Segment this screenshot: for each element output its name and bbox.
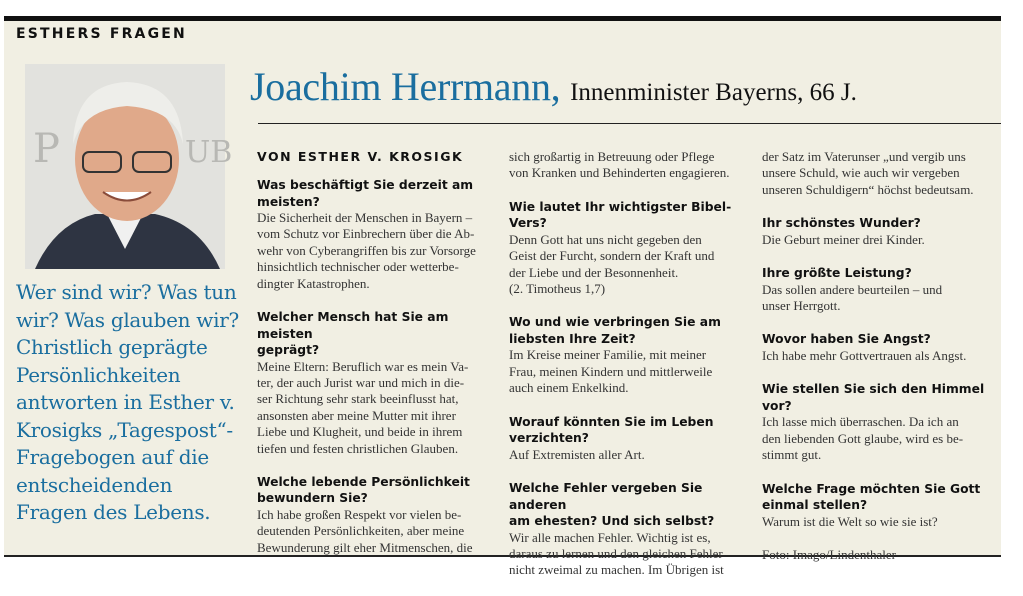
answer-line: Denn Gott hat uns nicht gegeben den — [509, 231, 702, 247]
answer — [509, 347, 753, 396]
byline: VON ESTHER V. KROSIGK — [257, 149, 464, 164]
answer — [509, 232, 753, 298]
text-line: von Kranken und Behinderten engagieren. — [509, 165, 730, 181]
question-line: Worauf könnten Sie im Leben — [509, 414, 714, 429]
answer-line: hinsichtlich technischer oder wetterbe- — [257, 259, 459, 275]
answer-line: tiefen und festen christlichen Glauben. — [257, 440, 459, 456]
answer-line: den liebenden Gott glaube, wird es be- — [762, 430, 964, 446]
answer-line: auch einem Enkelkind. — [509, 380, 629, 396]
interviewee-role: Innenminister Bayerns, 66 J. — [570, 79, 857, 106]
answer-line: deutenden Persönlichkeiten, aber meine — [257, 523, 465, 539]
interviewee-name: Joachim Herrmann, — [250, 64, 561, 109]
answer — [762, 414, 1006, 463]
question-line: einmal stellen? — [762, 498, 868, 513]
answer-line: Auf Extremisten aller Art. — [509, 446, 645, 462]
qa-item — [762, 215, 1006, 248]
answer-line: Die Sicherheit der Menschen in Bayern – — [257, 210, 473, 225]
question-line: Wo und wie verbringen Sie am — [509, 315, 721, 330]
answer — [257, 210, 501, 292]
column-3 — [762, 149, 1006, 563]
answer-line: Im Kreise meiner Familie, mit meiner — [509, 347, 707, 363]
question-line: verzichten? — [509, 431, 589, 446]
answer-line: Wir alle machen Fehler. Wichtig ist es, — [509, 529, 711, 545]
answer-line: ter, der auch Jurist war und mich in die- — [257, 374, 465, 390]
question-line: Wie lautet Ihr wichtigster Bibel-Vers? — [509, 199, 732, 231]
continued-text — [762, 149, 1006, 198]
question-line: Wovor haben Sie Angst? — [762, 332, 931, 347]
answer-line: Warum ist die Welt so wie sie ist? — [762, 513, 938, 529]
qa-item — [257, 309, 501, 457]
answer-line: Bewunderung gilt eher Mitmenschen, die — [257, 539, 473, 555]
column-1 — [257, 149, 501, 573]
answer — [762, 232, 1006, 248]
answer-line: unser Herrgott. — [762, 298, 841, 314]
answer — [509, 447, 753, 463]
answer-line: ansonsten aber meine Mutter mit ihrer — [257, 407, 456, 423]
question-line: Wie stellen Sie sich den Himmel — [762, 382, 985, 397]
intro-text: Wer sind wir? Was tun wir? Was glauben wir? Christlich geprägte Persönlichkeiten antworten in Esther v. Krosigks „Tagespost“-Fragebogen auf die entscheidenden Fragen des Lebens. — [16, 280, 239, 524]
text-line: sich großartig in Betreuung oder Pflege — [509, 149, 715, 164]
continued-text — [509, 149, 753, 182]
answer-line: daraus zu lernen und den gleichen Fehler — [509, 545, 723, 561]
answer-line: Geist der Furcht, sondern der Kraft und — [509, 248, 715, 264]
question-line: meisten? — [257, 194, 320, 209]
answer-line: vom Schutz vor Einbrechern über die Ab- — [257, 226, 475, 242]
answer-line: der Liebe und der Besonnenheit. — [509, 264, 679, 280]
qa-item — [509, 414, 753, 463]
answer-line: Meine Eltern: Beruflich war es mein Va- — [257, 358, 469, 374]
question-line: Welche Fehler vergeben Sie anderen — [509, 481, 703, 512]
photo-credit: Foto: Imago/Lindenthaler — [762, 546, 896, 562]
answer — [762, 282, 1006, 315]
answer-line: Ich habe großen Respekt vor vielen be- — [257, 506, 462, 522]
answer — [257, 507, 501, 556]
answer-line: Ich lasse mich überraschen. Da ich an — [762, 414, 959, 430]
qa-item — [509, 199, 753, 298]
portrait-photo — [25, 64, 233, 269]
question-line: liebsten Ihre Zeit? — [509, 331, 636, 346]
page-title — [250, 63, 857, 110]
text-line: der Satz im Vaterunser „und vergib uns — [762, 149, 966, 164]
svg-text:UB: UB — [185, 135, 233, 170]
question-line: vor? — [762, 398, 792, 413]
qa-item — [509, 480, 753, 579]
answer-line: dingter Katastrophen. — [257, 275, 370, 291]
qa-item — [762, 381, 1006, 463]
answer-line: Ich habe mehr Gottvertrauen als Angst. — [762, 347, 967, 363]
column-2 — [509, 149, 753, 596]
question-line: am ehesten? Und sich selbst? — [509, 514, 715, 529]
answer-line: (2. Timotheus 1,7) — [509, 281, 606, 297]
qa-item — [257, 474, 501, 556]
article — [4, 16, 1001, 578]
qa-item — [762, 265, 1006, 314]
question-line: Ihr schönstes Wunder? — [762, 216, 921, 231]
question-line: Welche lebende Persönlichkeit — [257, 474, 470, 489]
question-line: Was beschäftigt Sie derzeit am — [257, 178, 474, 192]
answer-line: stimmt gut. — [762, 447, 822, 463]
answer-line: Das sollen andere beurteilen – und — [762, 281, 943, 297]
portrait-illustration — [25, 64, 233, 269]
qa-item — [509, 314, 753, 396]
answer — [762, 514, 1006, 530]
answer-line: Die Geburt meiner drei Kinder. — [762, 231, 925, 247]
answer-line: Frau, meinen Kindern und mittlerweile — [509, 363, 713, 379]
answer — [509, 530, 753, 579]
section-rubric: ESTHERS FRAGEN — [16, 26, 187, 42]
answer-line: Liebe und Klugheit, und beide in ihrem — [257, 424, 463, 440]
qa-item — [762, 481, 1006, 530]
answer-line: wehr von Cyberangriffen bis zur Vorsorge — [257, 242, 476, 258]
question-line: bewundern Sie? — [257, 491, 368, 506]
title-divider — [258, 123, 1001, 124]
answer-line: ser Richtung sehr stark beeinflusst hat, — [257, 391, 459, 407]
text-line: unsere Schuld, wie auch wir vergeben — [762, 165, 960, 181]
svg-text:P: P — [33, 126, 60, 172]
answer — [257, 359, 501, 457]
question-line: geprägt? — [257, 343, 320, 358]
question-line: Welche Frage möchten Sie Gott — [762, 481, 981, 496]
text-line: unseren Schuldigern“ höchst bedeutsam. — [762, 181, 974, 197]
answer-line: nicht zweimal zu machen. Im Übrigen ist — [509, 562, 724, 578]
question-line: Welcher Mensch hat Sie am meisten — [257, 310, 449, 341]
qa-item — [257, 177, 501, 292]
question-line: Ihre größte Leistung? — [762, 266, 912, 281]
qa-item — [762, 331, 1006, 364]
answer — [762, 348, 1006, 364]
